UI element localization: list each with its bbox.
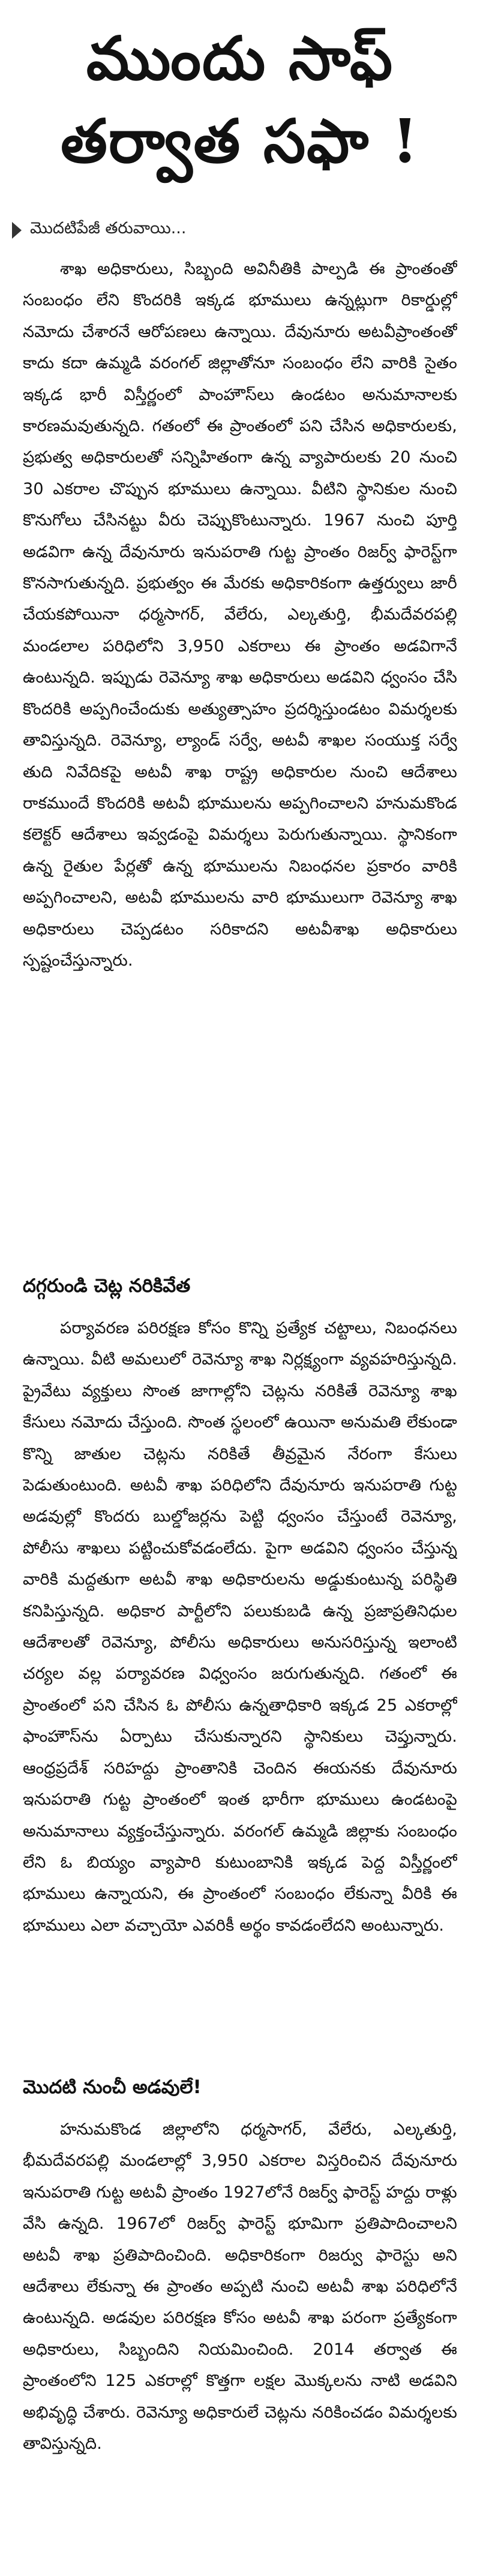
article-headline (0, 0, 480, 183)
article-section-3 (23, 2114, 457, 2576)
section-2-subheading: దగ్గరుండి చెట్ల నరికివేత (23, 1275, 191, 1297)
article-section-2 (23, 1313, 457, 2057)
headline-line-2: తర్వాత సఫా ! (61, 106, 419, 176)
continuation-label: మొదటిపేజీ తరువాయి... (30, 219, 187, 238)
section-1-paragraph: శాఖ అధికారులు, సిబ్బంది అవినీతికి పాల్పడి ఈ ప్రాంతంతో సంబంధం లేని కొందరికి ఇక్కడ భూములు ఉన్నట్లుగా రికార్డుల్లో నమోదు చేశారనే ఆరోపణలు ఉన్నాయి. దేవునూరు అటవీప్రాంతంతో కాదు కదా ఉమ్మడి వరంగల్ జిల్లాతోనూ సంబంధం లేని వారికి సైతం ఇక్కడ భారీ విస్తీర్ణంలో పాంహౌస్‌లు ఉండటం అనుమానాలకు కారణమవుతున్నది. గతంలో ఈ ప్రాంతంలో పని చేసిన అధికారులకు, ప్రభుత్వ అధికారులతో సన్నిహితంగా ఉన్న వ్యాపారులకు 20 నుంచి 30 ఎకరాల చొప్పున భూములు ఉన్నాయి. వీటిని స్థానికుల నుంచి కొనుగోలు చేసినట్టు వీరు చెప్పుకొంటున్నారు. 1967 నుంచి పూర్తి అడవిగా ఉన్న దేవునూరు ఇనుపరాతి గుట్ట ప్రాంతం రిజర్వ్ ఫారెస్ట్‌గా కొనసాగుతున్నది. ప్రభుత్వం ఈ మేరకు అధికారికంగా ఉత్తర్వులు జారీ చేయకపోయినా ధర్మసాగర్, వేలేరు, ఎల్కతుర్తి, భీమదేవరపల్లి మండలాల పరిధిలోని 3,950 ఎకరాలు ఈ ప్రాంతం అడవిగానే ఉంటున్నది. ఇప్పుడు రెవెన్యూ శాఖ అధికారులు అడవిని ధ్వంసం చేసి కొందరికి అప్పగించేందుకు అత్యుత్సాహం ప్రదర్శిస్తుండటం విమర్శలకు తావిస్తున్నది. రెవెన్యూ, ల్యాండ్ సర్వే, అటవీ శాఖల సంయుక్త సర్వే తుది నివేదికపై అటవీ శాఖ రాష్ట్ర అధికారుల నుంచి ఆదేశాలు రాకముందే కొందరికి అటవీ భూములను అప్పగించాలని హనుమకొండ కలెక్టర్ ఆదేశాలు ఇవ్వడంపై విమర్శలు పెరుగుతున్నాయి. స్థానికంగా ఉన్న రైతుల పేర్లతో ఉన్న భూములను నిబంధనల ప్రకారం వారికి అప్పగించాలని, అటవీ భూములను వారి భూములుగా రెవెన్యూ శాఖ అధికారులు చెప్పడటం సరికాదని అటవీశాఖ అధికారులు స్పష్టంచేస్తున్నారు. (23, 260, 457, 970)
section-3-subheading: మొదటి నుంచీ అడవులే! (23, 2076, 202, 2098)
headline-line-1: ముందు సాఫ్ (86, 23, 394, 94)
section-2-paragraph: పర్యావరణ పరిరక్షణ కోసం కొన్ని ప్రత్యేక చట్టాలు, నిబంధనలు ఉన్నాయి. వీటి అమలులో రెవెన్యూ శాఖ నిర్లక్ష్యంగా వ్యవహరిస్తున్నది. ప్రైవేటు వ్యక్తులు సొంత జాగాల్లోని చెట్లను నరికితే రెవెన్యూ శాఖ కేసులు నమోదు చేస్తుంది. సొంత స్థలంలో ఉయినా అనుమతి లేకుండా కొన్ని జాతుల చెట్లను నరికితే తీవ్రమైన నేరంగా కేసులు పెడుతుంటుంది. అటవీ శాఖ పరిధిలోని దేవునూరు ఇనుపరాతి గుట్ట అడవుల్లో కొందరు బుల్డోజర్లను పెట్టి ధ్వంసం చేస్తుంటే రెవెన్యూ, పోలీసు శాఖలు పట్టించుకోవడంలేదు. పైగా అడవిని ధ్వంసం చేస్తున్న వారికి మద్దతుగా అటవీ శాఖ అధికారులను అడ్డుకుంటున్న పరిస్థితి కనిపిస్తున్నది. అధికార పార్టీలోని పలుకుబడి ఉన్న ప్రజాప్రతినిధుల ఆదేశాలతో రెవెన్యూ, పోలీసు అధికారులు అనుసరిస్తున్న ఇలాంటి చర్యల వల్ల పర్యావరణ విధ్వంసం జరుగుతున్నది. గతంలో ఈ ప్రాంతంలో పని చేసిన ఓ పోలీసు ఉన్నతాధికారి ఇక్కడ 25 ఎకరాల్లో ఫాంహౌస్‌ను ఏర్పాటు చేసుకున్నారని స్థానికులు చెప్తున్నారు. ఆంధ్రప్రదేశ్ సరిహద్దు ప్రాంతానికి చెందిన ఈయనకు దేవునూరు ఇనుపరాతి గుట్ట ప్రాంతంలో ఇంత భారీగా భూములు ఉండటంపై అనుమానాలు వ్యక్తంచేస్తున్నారు. వరంగల్ ఉమ్మడి జిల్లాకు సంబంధం లేని ఓ బియ్యం వ్యాపారి కుటుంబానికి ఇక్కడ పెద్ద విస్తీర్ణంలో భూములు ఉన్నాయని, ఈ ప్రాంతంలో సంబంధం లేకున్నా వీరికి ఈ భూములు ఎలా వచ్చాయో ఎవరికీ అర్థం కావడంలేదని అంటున్నారు. (23, 1319, 457, 1935)
section-3-paragraph: హనుమకొండ జిల్లాలోని ధర్మసాగర్, వేలేరు, ఎల్కతుర్తి, భీమదేవరపల్లి మండలాల్లో 3,950 ఎకరాల విస్తరించిన దేవునూరు ఇనుపరాతి గుట్ట అటవీ ప్రాంతం 1927లోనే రిజర్వ్ ఫారెస్ట్ హద్దు రాళ్లు వేసి ఉన్నది. 1967లో రిజర్వ్ ఫారెస్ట్ భూమిగా ప్రతిపాదించాలని అటవీ శాఖ ప్రతిపాదించింది. అధికారికంగా రిజర్వు ఫారెస్టు అని ఆదేశాలు లేకున్నా ఈ ప్రాంతం అప్పటి నుంచి అటవీ శాఖ పరిధిలోనే ఉంటున్నది. అడవుల పరిరక్షణ కోసం అటవీ శాఖ పరంగా ప్రత్యేకంగా అధికారులు, సిబ్బందిని నియమించింది. 2014 తర్వాత ఈ ప్రాంతంలోని 125 ఎకరాల్లో కొత్తగా లక్షల మొక్కలను నాటి అడవిని అభివృద్ధి చేశారు. రెవెన్యూ అధికారులే చెట్లను నరికించడం విమర్శలకు తావిస్తున్నది. (23, 2120, 457, 2454)
arrow-right-icon (12, 222, 22, 239)
continuation-marker (12, 219, 480, 242)
article-section-1 (23, 254, 457, 1255)
